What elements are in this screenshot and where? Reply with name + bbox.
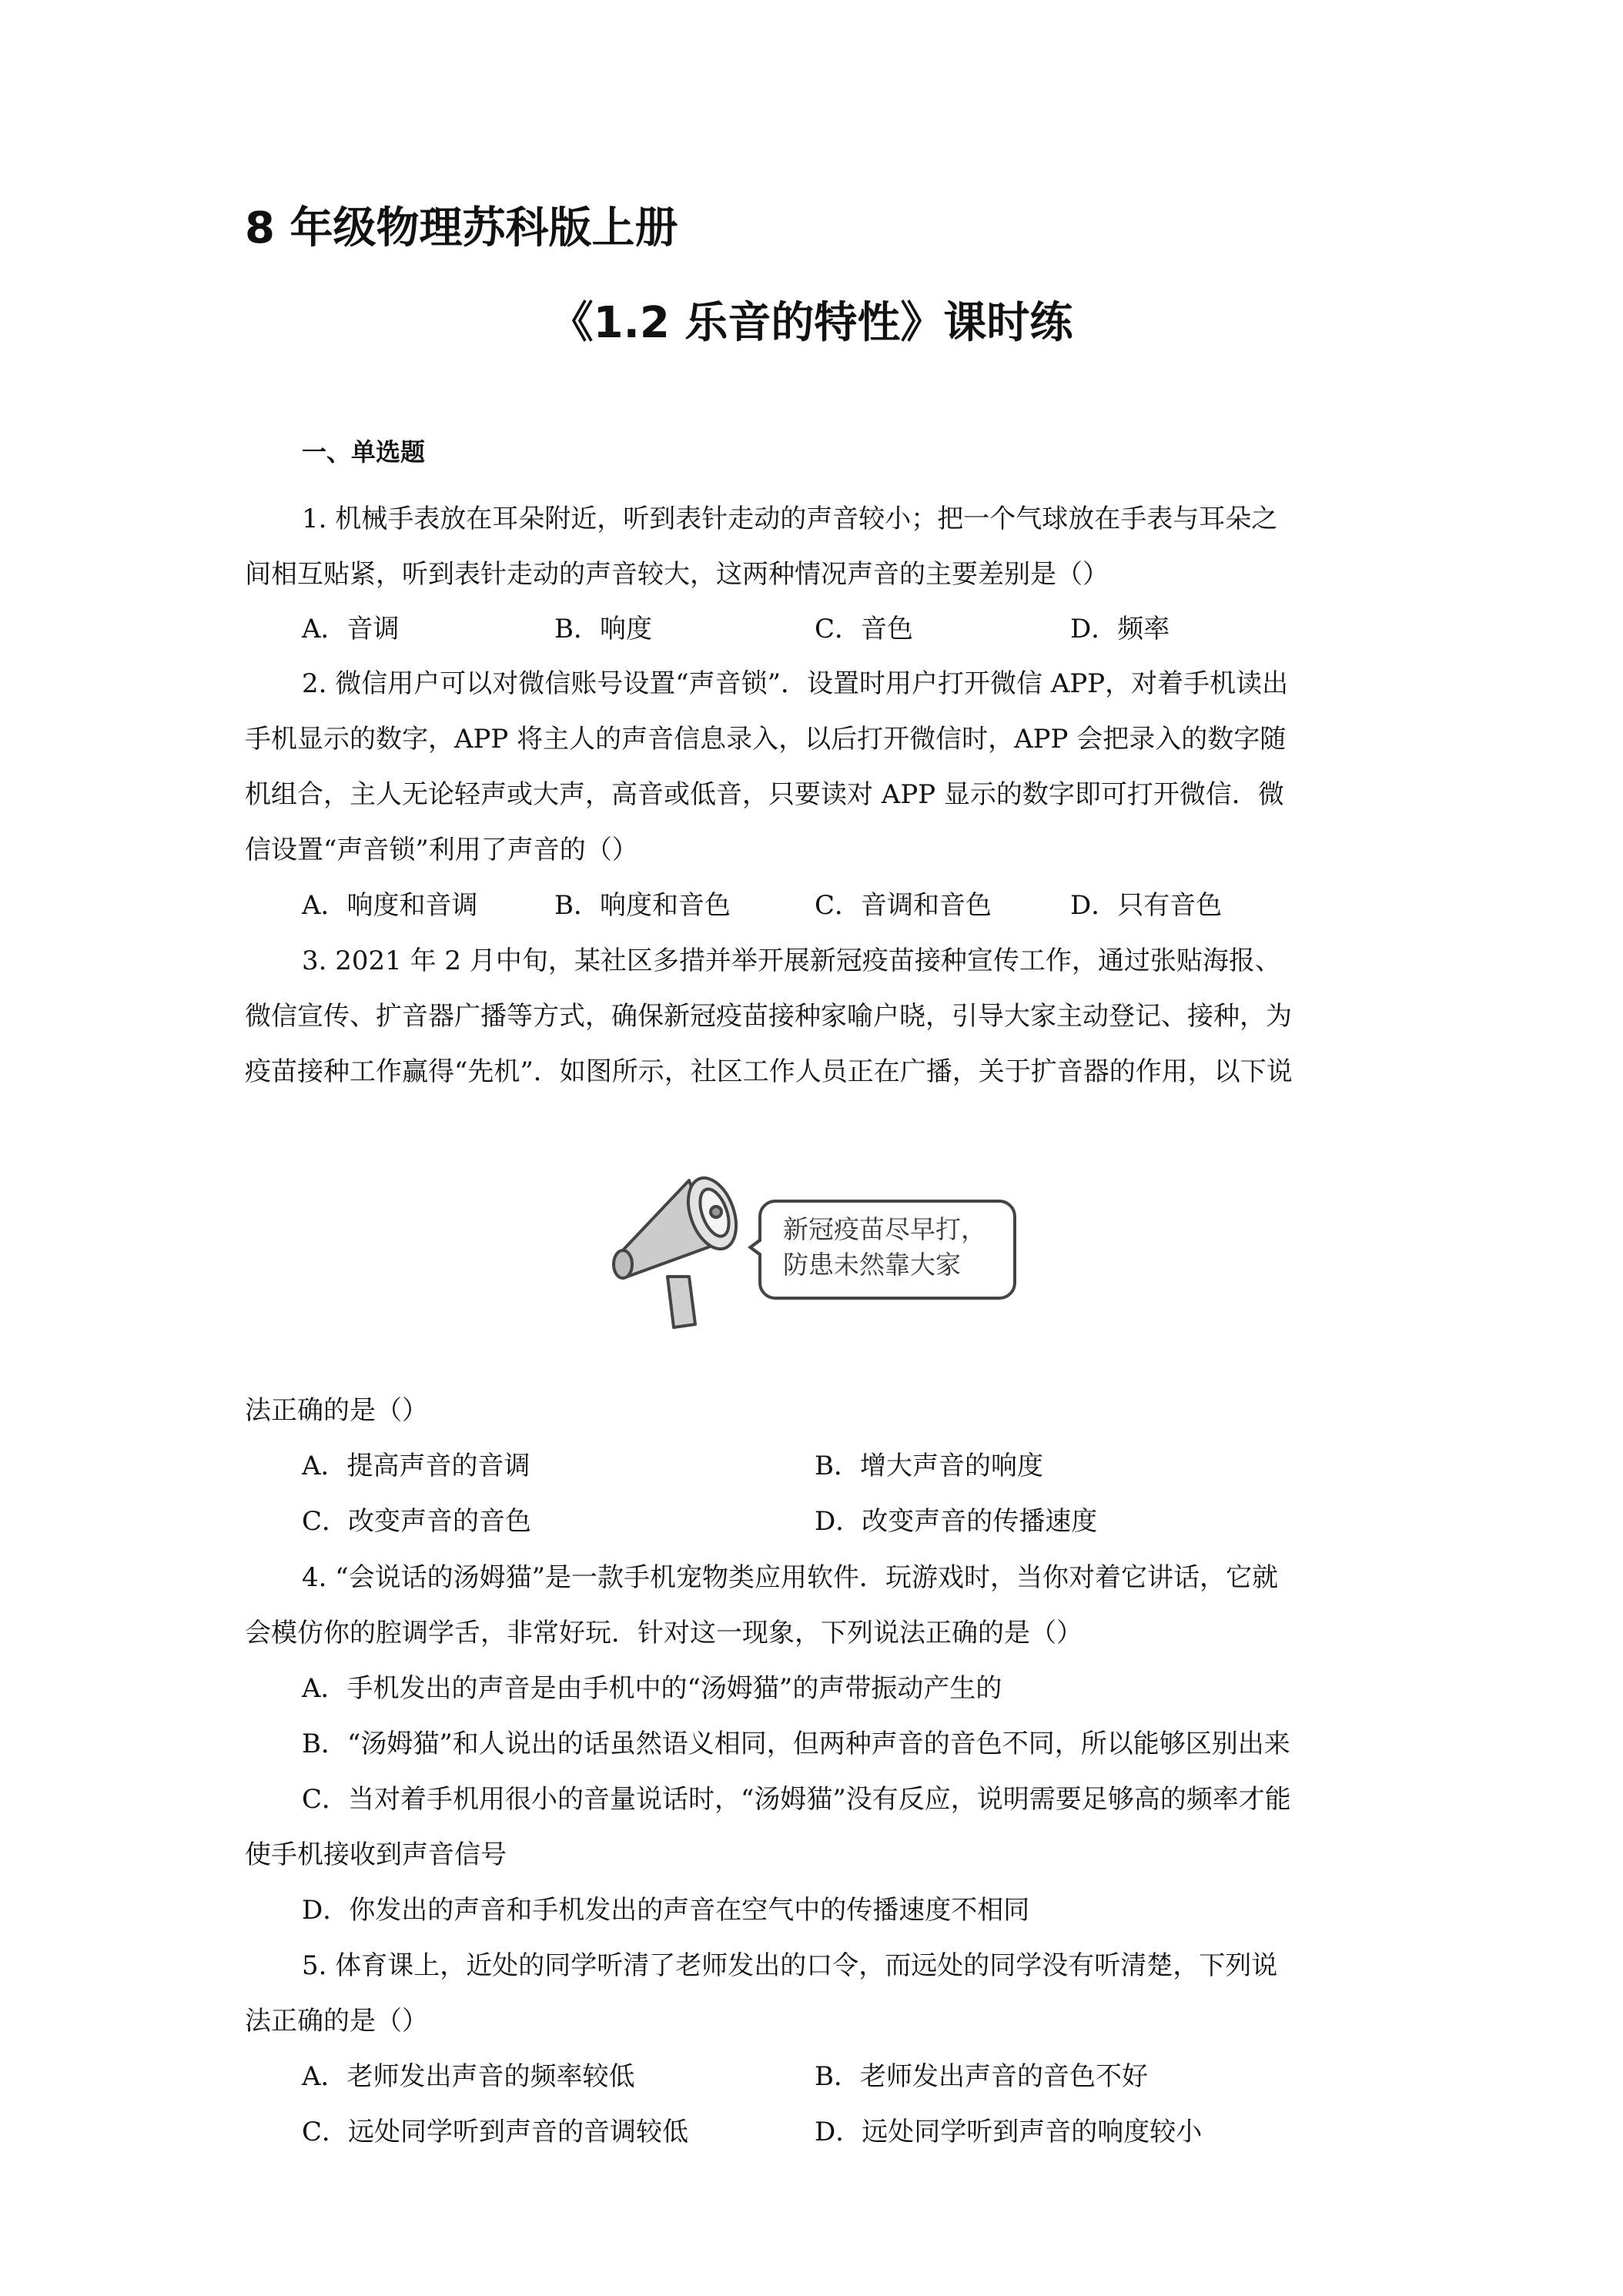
option-d: D．远处同学听到声音的响度较小: [815, 2117, 1203, 2147]
question-text-line: 手机显示的数字，APP 将主人的声音信息录入，以后打开微信时，APP 会把录入的数字随: [245, 724, 1287, 755]
question-text-line: 法正确的是（）: [245, 1395, 428, 1426]
question-text-line: 1. 机械手表放在耳朵附近，听到表针走动的声音较小；把一个气球放在手表与耳朵之: [302, 504, 1278, 534]
question-text-line: 4. “会说话的汤姆猫”是一款手机宠物类应用软件．玩游戏时，当你对着它讲话，它就: [302, 1562, 1279, 1593]
option-a: A．音调: [302, 614, 400, 644]
question-text-line: 2. 微信用户可以对微信账号设置“声音锁”．设置时用户打开微信 APP，对着手机读出: [302, 668, 1289, 699]
option-a: A．响度和音调: [302, 890, 478, 921]
section-heading: 一、单选题: [302, 437, 426, 467]
option-b: B．增大声音的响度: [815, 1451, 1043, 1481]
speech-bubble-tail-inner: [753, 1241, 761, 1253]
option-b: B．老师发出声音的音色不好: [815, 2061, 1148, 2092]
option-c: C．远处同学听到声音的音调较低: [302, 2117, 689, 2147]
option-b: B．“汤姆猫”和人说出的话虽然语义相同，但两种声音的音色不同，所以能够区别出来: [302, 1729, 1290, 1759]
document-title-line1: 8 年级物理苏科版上册: [245, 203, 678, 253]
option-a: A．提高声音的音调: [302, 1451, 530, 1481]
option-c: C．音调和音色: [815, 890, 992, 921]
option-c-continued: 使手机接收到声音信号: [245, 1839, 507, 1870]
question-text-line: 微信宣传、扩音器广播等方式，确保新冠疫苗接种家喻户晓，引导大家主动登记、接种，为: [245, 1001, 1292, 1032]
question-text-line: 5. 体育课上，近处的同学听清了老师发出的口令，而远处的同学没有听清楚，下列说: [302, 1950, 1278, 1981]
slogan-line-1: 新冠疫苗尽早打，: [783, 1214, 986, 1244]
question-text-line: 法正确的是（）: [245, 2006, 428, 2037]
slogan-line-2: 防患未然靠大家: [783, 1250, 961, 1280]
question-text-line: 会模仿你的腔调学舌，非常好玩．针对这一现象，下列说法正确的是（）: [245, 1618, 1083, 1648]
option-c: C．音色: [815, 614, 914, 644]
question-text-line: 信设置“声音锁”利用了声音的（）: [245, 835, 638, 865]
speech-bubble: [758, 1200, 1016, 1300]
option-d: D．改变声音的传播速度: [815, 1506, 1098, 1537]
question-text-line: 3. 2021 年 2 月中旬，某社区多措并举开展新冠疫苗接种宣传工作，通过张贴海报、: [302, 946, 1281, 976]
megaphone-figure: [597, 1161, 1028, 1338]
option-d: D．你发出的声音和手机发出的声音在空气中的传播速度不相同: [302, 1895, 1030, 1926]
option-c: C．当对着手机用很小的音量说话时，“汤姆猫”没有反应，说明需要足够高的频率才能: [302, 1784, 1291, 1815]
question-text-line: 机组合，主人无论轻声或大声，高音或低音，只要读对 APP 显示的数字即可打开微信．微: [245, 779, 1284, 810]
option-d: D．只有音色: [1070, 890, 1223, 921]
option-b: B．响度和音色: [554, 890, 731, 921]
option-a: A．老师发出声音的频率较低: [302, 2061, 635, 2092]
question-text-line: 间相互贴紧，听到表针走动的声音较大，这两种情况声音的主要差别是（）: [245, 559, 1109, 590]
option-d: D．频率: [1070, 614, 1170, 644]
question-text-line: 疫苗接种工作赢得“先机”．如图所示，社区工作人员正在广播，关于扩音器的作用，以下说: [245, 1056, 1293, 1087]
megaphone-icon: [597, 1161, 751, 1338]
option-c: C．改变声音的音色: [302, 1506, 532, 1537]
option-b: B．响度: [554, 614, 652, 644]
option-a: A．手机发出的声音是由手机中的“汤姆猫”的声带振动产生的: [302, 1673, 1002, 1704]
document-title-line2: 《1.2 乐音的特性》课时练: [550, 298, 1073, 348]
